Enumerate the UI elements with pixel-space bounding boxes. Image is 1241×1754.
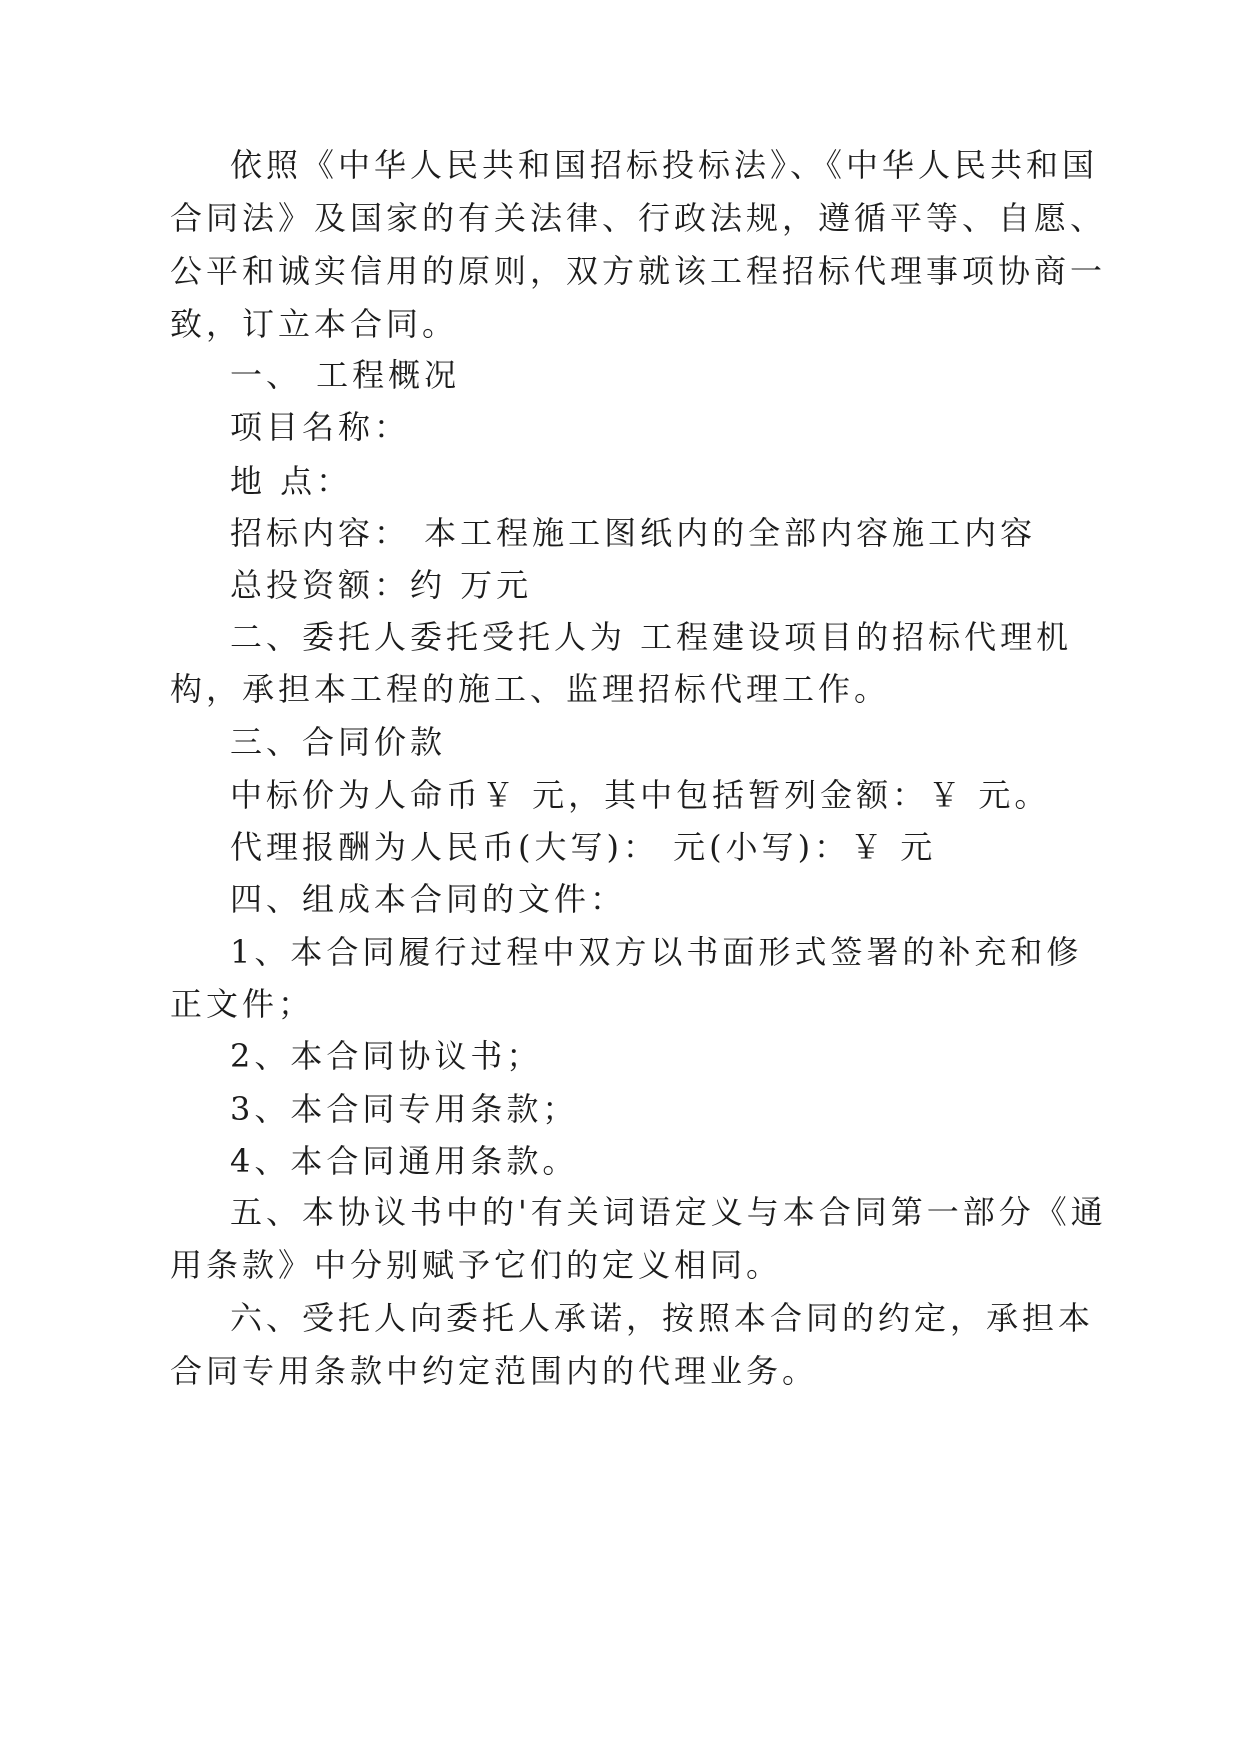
paragraph-line: 二、委托人委托受托人为 工程建设项目的招标代理机 bbox=[230, 618, 1073, 656]
paragraph-line: 合同法》及国家的有关法律、行政法规，遵循平等、自愿、 bbox=[170, 199, 1107, 237]
field-label-location: 地 点： bbox=[230, 462, 353, 500]
list-item: 3、本合同专用条款； bbox=[230, 1090, 579, 1128]
list-item: 4、本合同通用条款。 bbox=[230, 1142, 579, 1180]
paragraph-line: 依照《中华人民共和国招标投标法》、《中华人民共和国 bbox=[230, 146, 1099, 184]
field-tender-content: 招标内容： 本工程施工图纸内的全部内容施工内容 bbox=[230, 514, 1037, 552]
list-item: 2、本合同协议书； bbox=[230, 1037, 543, 1075]
paragraph-line: 致，订立本合同。 bbox=[170, 305, 459, 343]
list-item-continuation: 正文件； bbox=[170, 985, 315, 1023]
section-heading: 一、 工程概况 bbox=[230, 356, 461, 394]
field-total-investment: 总投资额：约 万元 bbox=[230, 566, 533, 604]
section-heading: 四、组成本合同的文件： bbox=[230, 880, 627, 918]
paragraph-line: 中标价为人命币￥ 元，其中包括暂列金额：￥ 元。 bbox=[230, 776, 1051, 814]
section-heading: 三、合同价款 bbox=[230, 723, 447, 761]
field-label-project-name: 项目名称： bbox=[230, 408, 411, 446]
paragraph-line: 公平和诚实信用的原则，双方就该工程招标代理事项协商一 bbox=[170, 252, 1107, 290]
paragraph-line: 合同专用条款中约定范围内的代理业务。 bbox=[170, 1352, 819, 1390]
paragraph-line: 五、本协议书中的'有关词语定义与本合同第一部分《通 bbox=[230, 1193, 1107, 1231]
paragraph-line: 构，承担本工程的施工、监理招标代理工作。 bbox=[170, 670, 891, 708]
paragraph-line: 用条款》中分别赋予它们的定义相同。 bbox=[170, 1246, 783, 1284]
list-item: 1、本合同履行过程中双方以书面形式签署的补充和修 bbox=[230, 933, 1083, 971]
paragraph-line: 六、受托人向委托人承诺，按照本合同的约定，承担本 bbox=[230, 1299, 1095, 1337]
paragraph-line: 代理报酬为人民币(大写)： 元(小写)：￥ 元 bbox=[230, 828, 937, 866]
